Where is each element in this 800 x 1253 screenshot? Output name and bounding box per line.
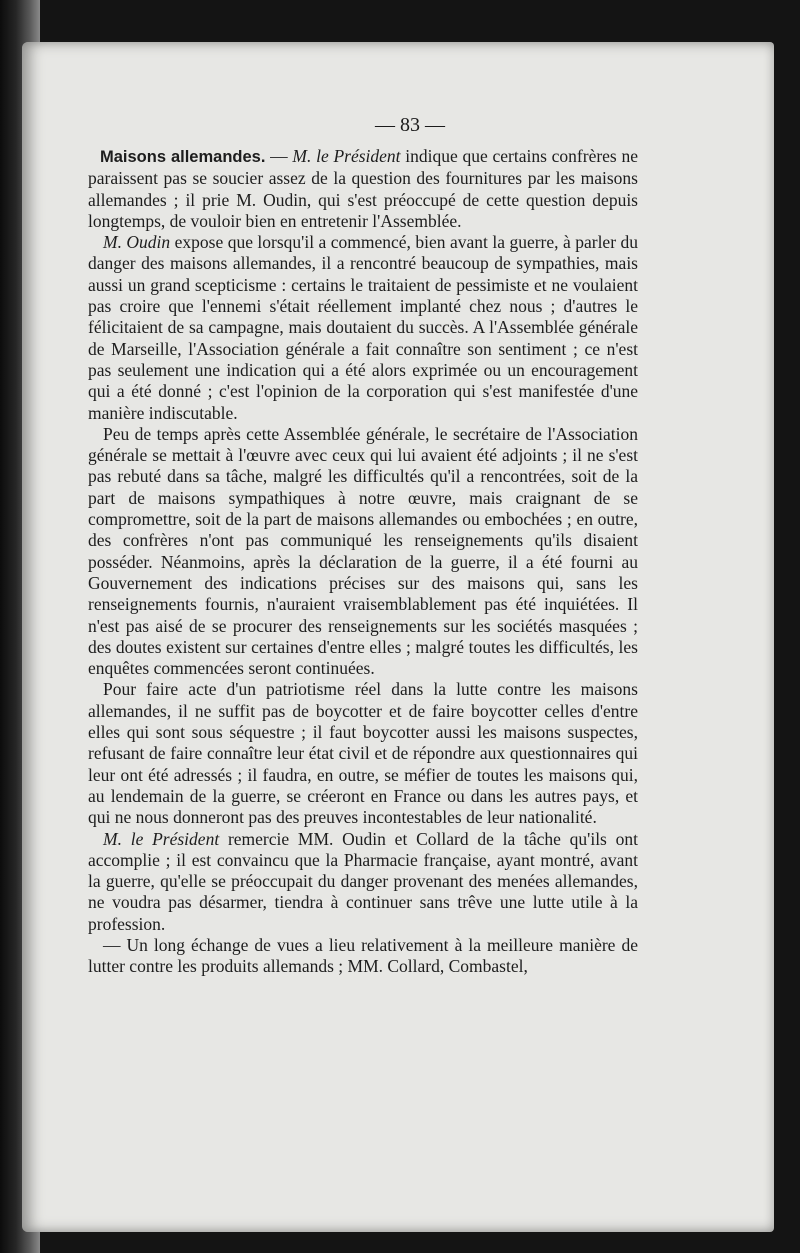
body-text: [88, 146, 638, 978]
paragraph-text: expose que lorsqu'il a commencé, bien avant la guerre, à parler du danger des maisons allemandes, il a rencontré beaucoup de sympathies, mais aussi un grand scepticisme : certains le traitaient de pessimiste et ne voulaient pas croire que l'ennemi s'était réellement implanté chez nous ; d'autres le félicitaient de sa campagne, mais doutaient du succès. A l'Assemblée générale de Marseille, l'Association générale a fait connaître son sentiment ; ce n'est pas seulement une indication qui a été alors exprimée ou un encouragement qui a été donné ; c'est l'opinion de la corporation qui s'est manifestée d'une manière indiscutable.: [88, 232, 638, 423]
paragraph-text: indique que certains confrères ne paraissent pas se soucier assez de la question des fournitures par les maisons allemandes ; il prie M. Oudin, qui s'est préoccupé de cette question depuis longtemps, de vouloir bien en entretenir l'Assemblée.: [88, 146, 638, 231]
paragraph-peu-de-temps: Peu de temps après cette Assemblée générale, le secrétaire de l'Association générale se mettait à l'œuvre avec ceux qui lui avaient été adjoints ; il ne s'est pas rebuté dans sa tâche, malgré les difficultés qu'il a rencontrées, soit de la part de maisons sympathiques à notre œuvre, mais craignant de se compromettre, soit de la part de maisons allemandes ou embochées ; en outre, des confrères n'ont pas communiqué les renseignements qu'ils disaient posséder. Néanmoins, après la déclaration de la guerre, il a été fourni au Gouvernement des indications précises sur des maisons qui, sans les renseignements fournis, n'auraient vraisemblablement pas été inquiétées. Il n'est pas aisé de se procurer des renseignements sur les sociétés masquées ; des doutes existent sur certaines d'entre elles ; malgré toutes les difficultés, les enquêtes commencées seront continuées.: [88, 423, 638, 679]
paragraph-text: remercie MM. Oudin et Collard de la tâche qu'ils ont accomplie ; il est convaincu que la Pharmacie française, ayant montré, avant la guerre, qu'elle se préoccupait du danger provenant des menées allemandes, ne voudra pas désarmer, tiendra à continuer sans trêve une lutte utile à la profession.: [88, 828, 638, 934]
speaker-name: M. Oudin: [103, 232, 171, 253]
section-heading: Maisons allemandes.: [100, 148, 266, 166]
heading-dash: —: [265, 146, 293, 166]
speaker-name: M. le Président: [292, 146, 401, 166]
paragraph-patriotisme: Pour faire acte d'un patriotisme réel dans la lutte contre les maisons allemandes, il ne suffit pas de boycotter et de faire boycotter celles d'entre elles qui sont sous séquestre ; il faut boycotter aussi les maisons suspectes, refusant de faire connaître leur état civil et de répondre aux questionnaires qui leur ont été adressés ; il faudra, en outre, se méfier de toutes les maisons qui, au lendemain de la guerre, se créeront en France ou dans les autres pays, et qui ne nous donneront pas des preuves incontestables de leur nationalité.: [88, 679, 638, 828]
paragraph-president-remercie: [88, 829, 638, 935]
paragraph-oudin-expose: [88, 232, 638, 424]
speaker-name: M. le Président: [103, 828, 220, 849]
page-number: — 83 —: [375, 114, 445, 136]
paragraph-maisons-allemandes: [88, 146, 638, 232]
paragraph-echange-de-vues: — Un long échange de vues a lieu relativement à la meilleure manière de lutter contre les produits allemands ; MM. Collard, Combastel,: [88, 934, 638, 977]
